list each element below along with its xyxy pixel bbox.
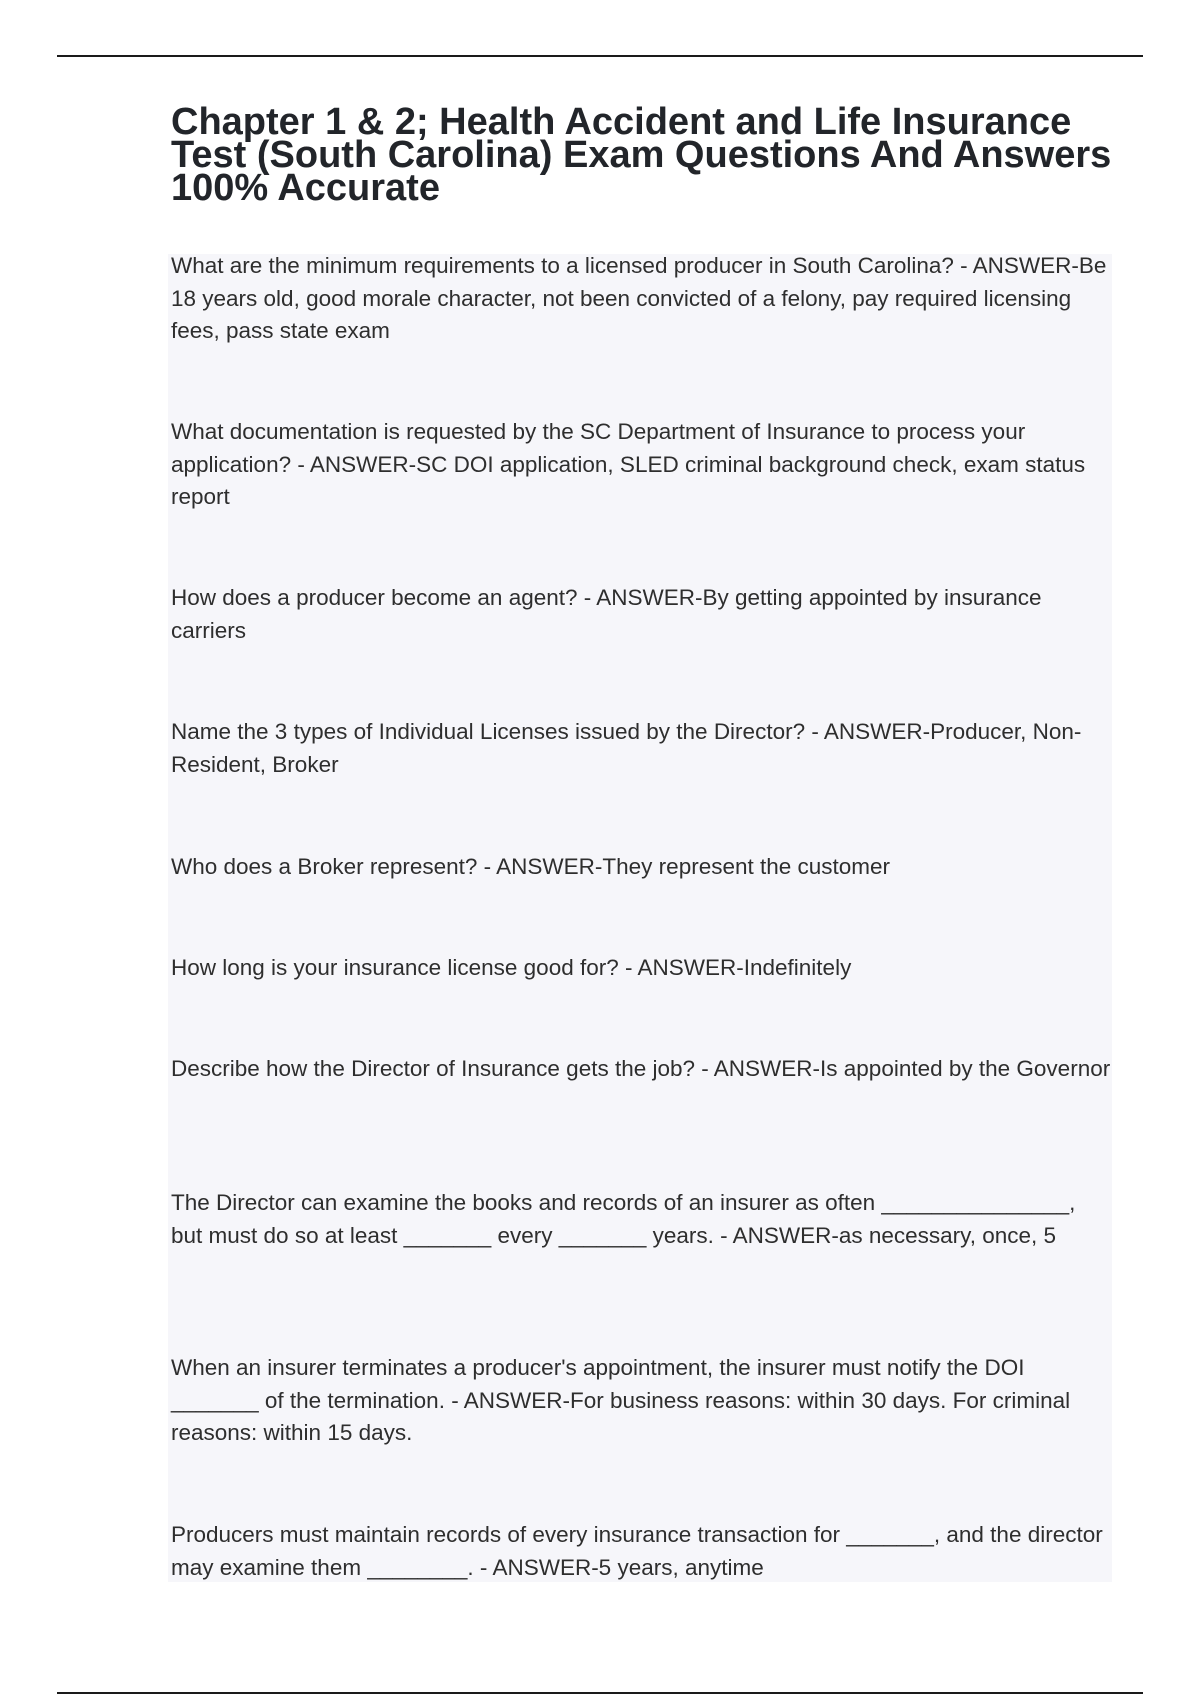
qa-item-1: What are the minimum requirements to a licensed producer in South Carolina? - ANSWER-Be 18 years old, good morale character, not been convicted of a felony, pay required licensing fees, pass state exam	[171, 253, 1107, 343]
qa-item-8: The Director can examine the books and records of an insurer as often _______________, but must do so at least _______ every _______ years. - ANSWER-as necessary, once, 5	[171, 1190, 1076, 1248]
document-title: Chapter 1 & 2; Health Accident and Life Insurance Test (South Carolina) Exam Questions And Answers 100% Accurate	[171, 101, 1112, 209]
top-divider	[57, 55, 1143, 57]
qa-item-9: When an insurer terminates a producer's appointment, the insurer must notify the DOI _______ of the termination. - ANSWER-For business reasons: within 30 days. For criminal reasons: within 15 days.	[171, 1355, 1071, 1445]
bottom-divider	[57, 1692, 1143, 1694]
qa-item-6: How long is your insurance license good for? - ANSWER-Indefinitely	[171, 955, 852, 980]
qa-item-2: What documentation is requested by the SC Department of Insurance to process your application? - ANSWER-SC DOI application, SLED criminal background check, exam status report	[171, 419, 1086, 509]
qa-item-7: Describe how the Director of Insurance gets the job? - ANSWER-Is appointed by the Governor	[171, 1056, 1111, 1081]
qa-item-4: Name the 3 types of Individual Licenses issued by the Director? - ANSWER-Producer, Non-Resident, Broker	[171, 719, 1082, 777]
qa-item-3: How does a producer become an agent? - ANSWER-By getting appointed by insurance carriers	[171, 585, 1042, 643]
qa-item-10: Producers must maintain records of every insurance transaction for _______, and the director may examine them ________. - ANSWER-5 years, anytime	[171, 1522, 1103, 1580]
qa-item-5: Who does a Broker represent? - ANSWER-They represent the customer	[171, 854, 891, 879]
